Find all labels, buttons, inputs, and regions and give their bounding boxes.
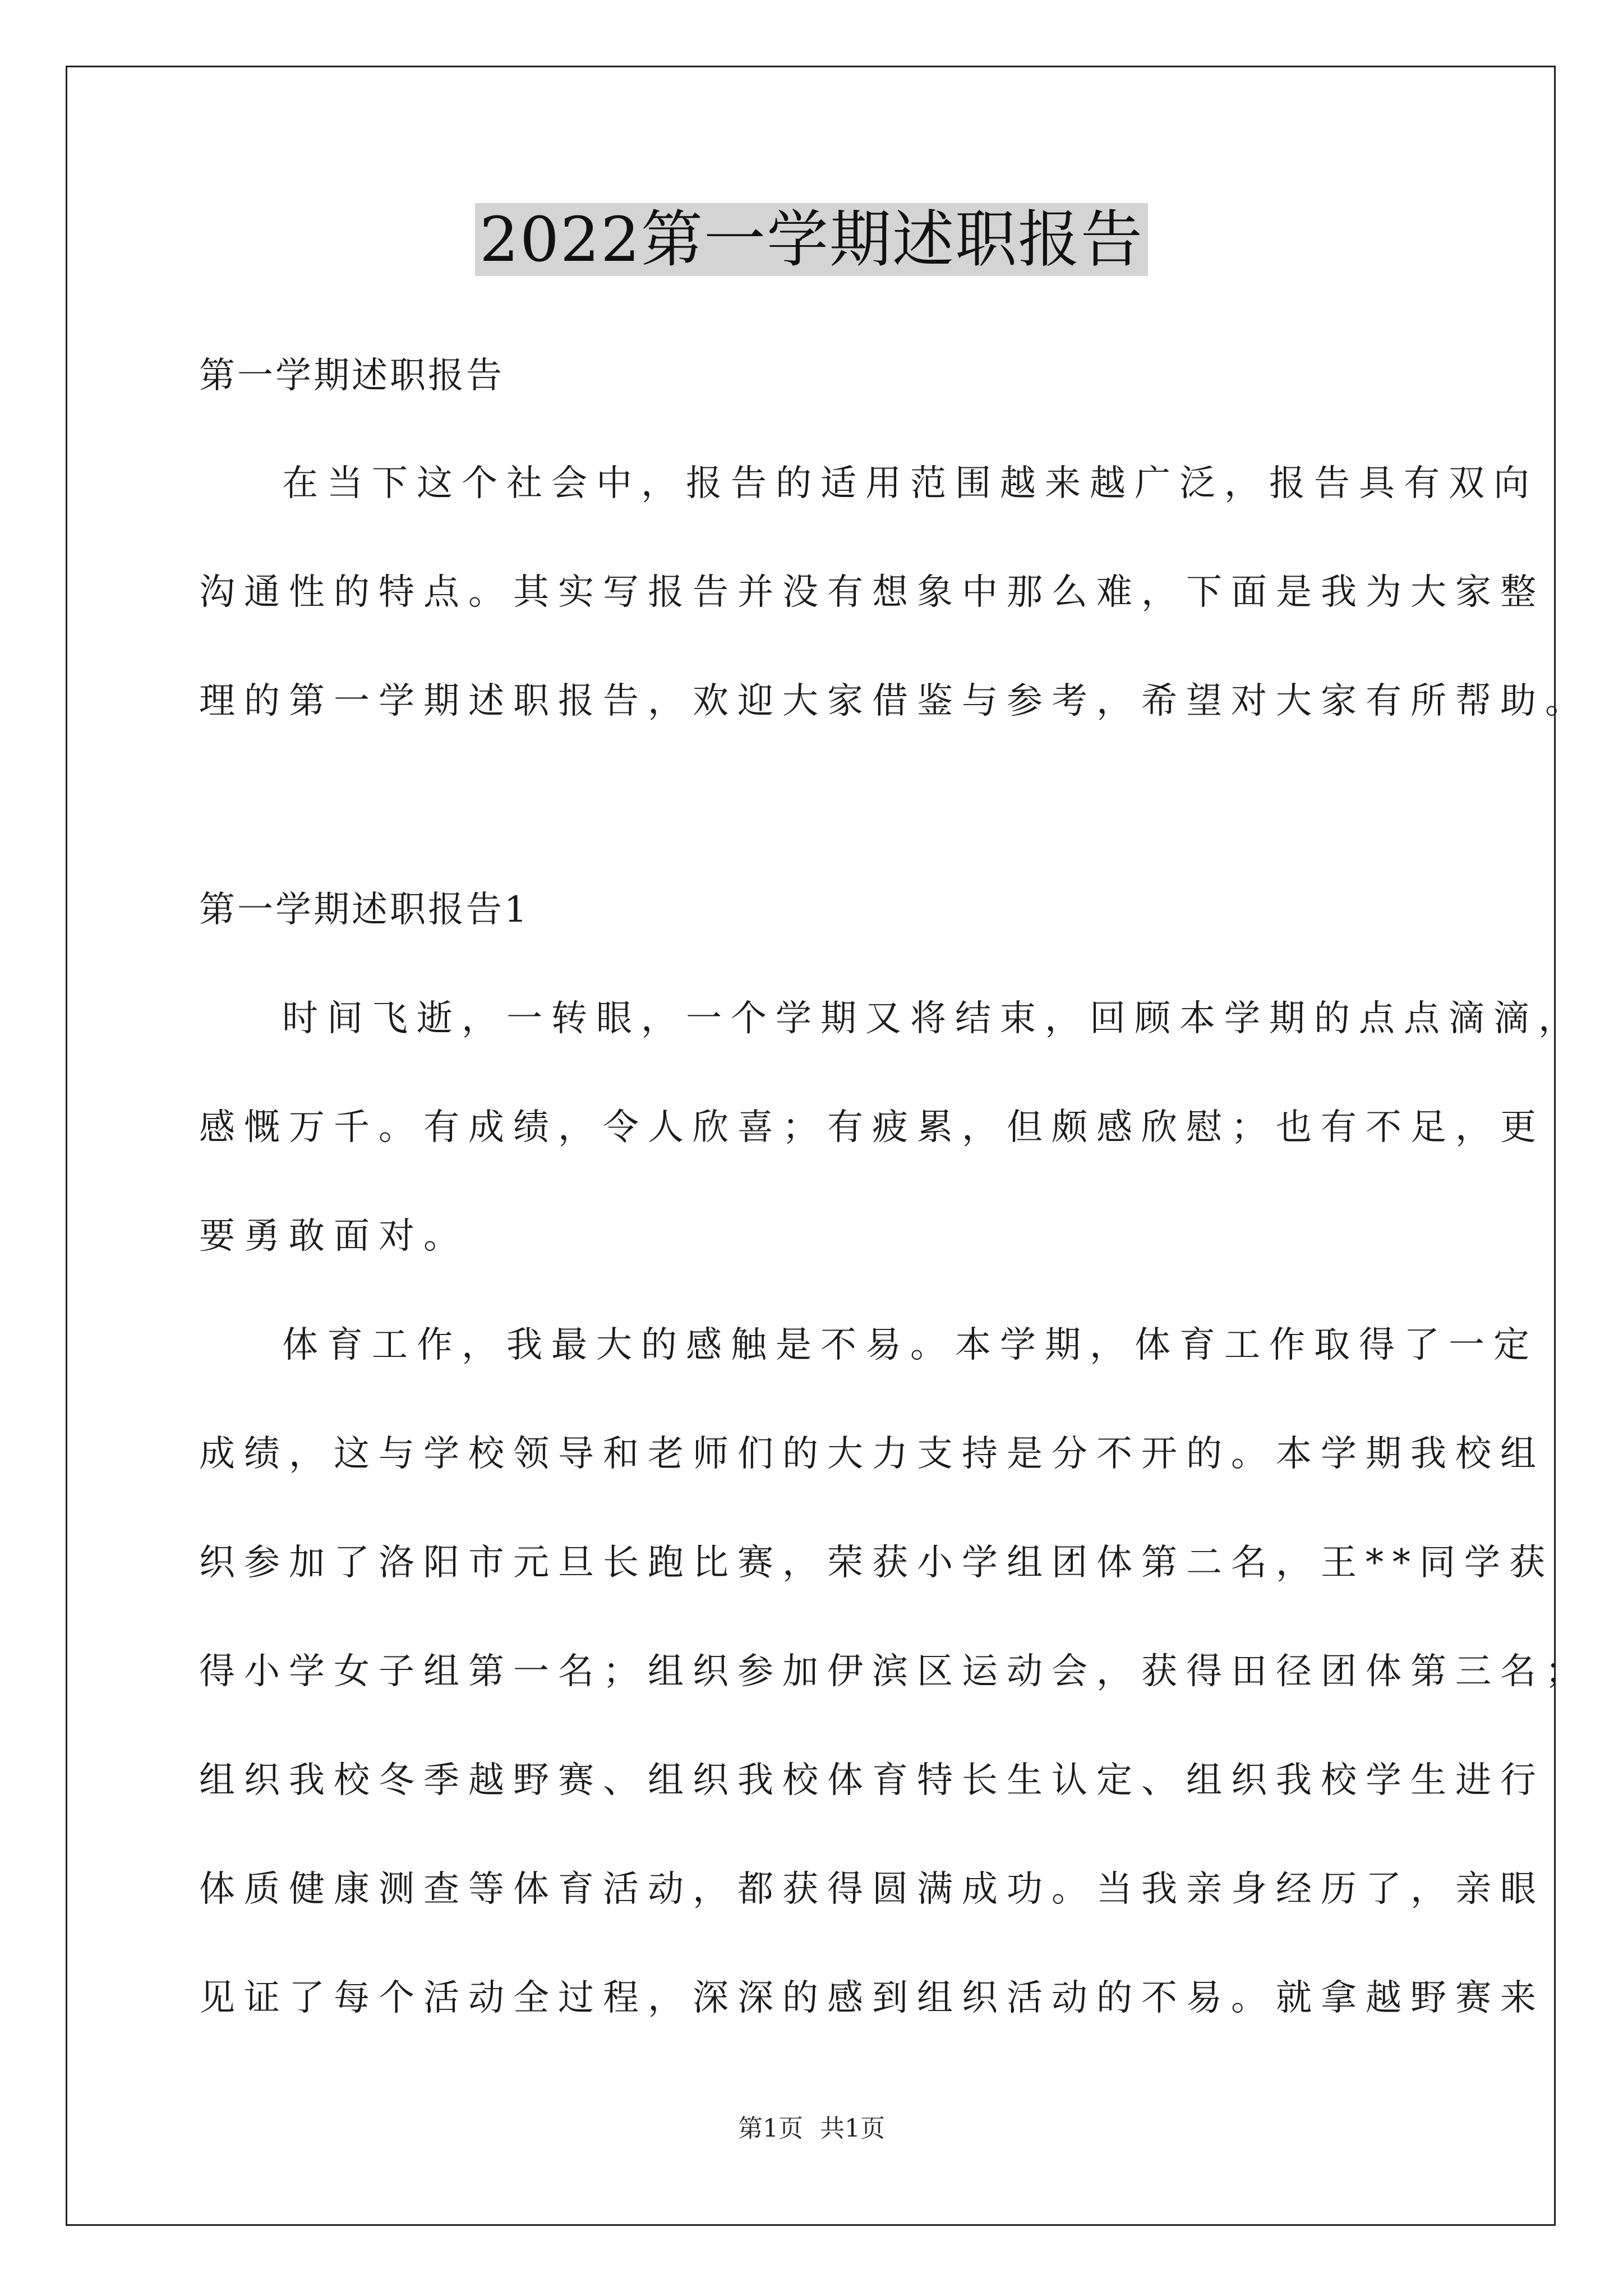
title-container [0,203,1623,276]
page-footer [0,2112,1623,2146]
page-number-current: 第1页 [738,2114,803,2143]
document-subtitle: 第一学期述职报告 [199,355,504,397]
intro-line-1: 在当下这个社会中，报告的适用范围越来越广泛，报告具有双向 [282,463,1538,504]
intro-line-2: 沟通性的特点。其实写报告并没有想象中那么难，下面是我为大家整 [199,572,1545,613]
para1-line-1: 时间飞逝，一转眼，一个学期又将结束，回顾本学期的点点滴滴， [282,998,1583,1039]
page-number-total: 共1页 [820,2114,885,2143]
para2-line-1: 体育工作，我最大的感触是不易。本学期，体育工作取得了一定 [282,1324,1538,1366]
section-heading: 第一学期述职报告1 [199,889,529,931]
para2-line-2: 成绩，这与学校领导和老师们的大力支持是分不开的。本学期我校组 [199,1433,1545,1475]
para1-line-3: 要勇敢面对。 [199,1216,468,1257]
para1-line-2: 感慨万千。有成绩，令人欣喜；有疲累，但颇感欣慰；也有不足，更 [199,1107,1545,1148]
para2-line-3: 织参加了洛阳市元旦长跑比赛，荣获小学组团体第二名，王**同学获 [199,1542,1554,1584]
para2-line-5: 组织我校冬季越野赛、组织我校体育特长生认定、组织我校学生进行 [199,1760,1545,1801]
intro-line-3: 理的第一学期述职报告，欢迎大家借鉴与参考，希望对大家有所帮助。 [199,680,1590,722]
para2-line-6: 体质健康测查等体育活动，都获得圆满成功。当我亲身经历了，亲眼 [199,1869,1545,1910]
document-title: 2022第一学期述职报告 [475,203,1148,276]
para2-line-7: 见证了每个活动全过程，深深的感到组织活动的不易。就拿越野赛来 [199,1977,1545,2019]
para2-line-4: 得小学女子组第一名；组织参加伊滨区运动会，获得田径团体第三名； [199,1651,1590,1692]
